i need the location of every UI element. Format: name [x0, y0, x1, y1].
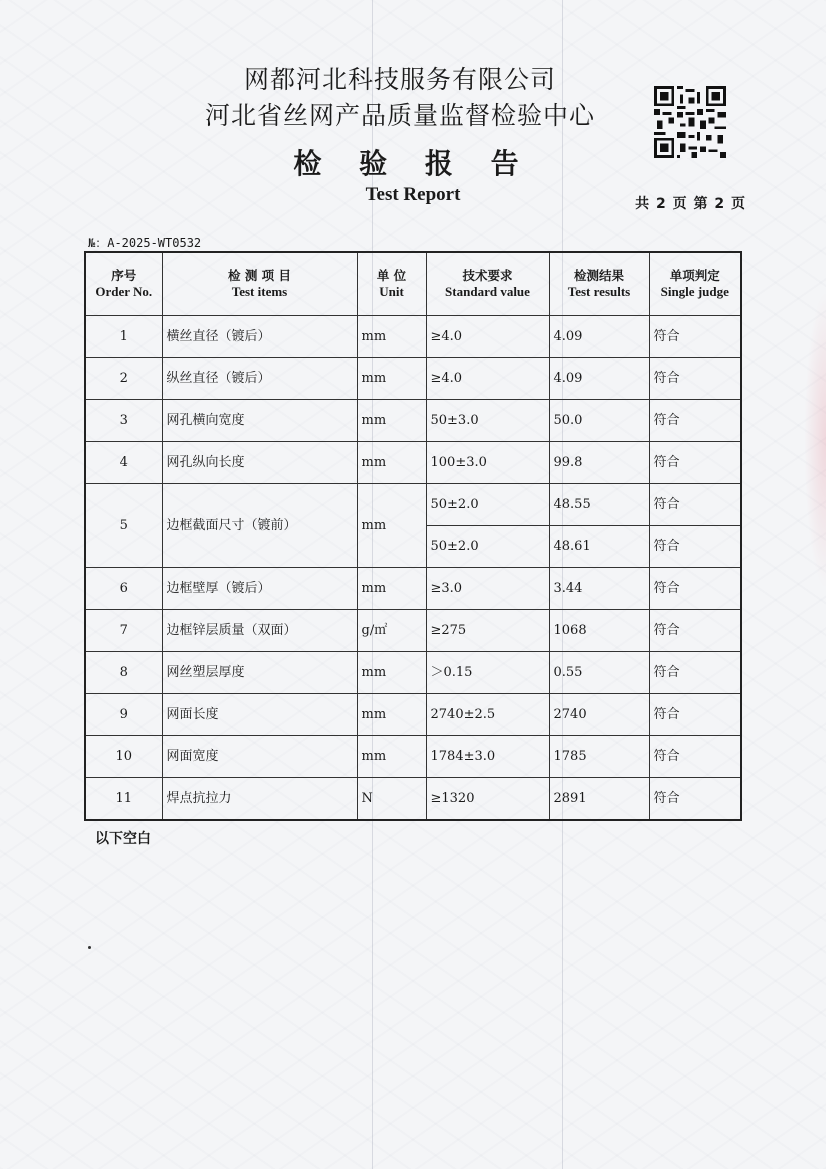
table-row [85, 484, 741, 526]
table-row [85, 652, 741, 694]
header-order-no: 序号 Order No. [85, 252, 162, 316]
order-no-cell: 4 [85, 442, 162, 484]
unit-cell: mm [357, 484, 426, 568]
table-row [85, 610, 741, 652]
test-result-cell: 4.09 [549, 316, 649, 358]
judge-cell: 符合 [649, 442, 741, 484]
test-item-cell: 焊点抗拉力 [162, 778, 357, 821]
table-row [85, 442, 741, 484]
order-no-cell: 1 [85, 316, 162, 358]
table-row [85, 400, 741, 442]
standard-value-cell: 50±2.0 [426, 484, 549, 526]
standard-value-cell: ≥3.0 [426, 568, 549, 610]
table-row [85, 358, 741, 400]
qr-code-icon [654, 86, 726, 158]
header-unit: 单 位 Unit [357, 252, 426, 316]
standard-value-cell: 100±3.0 [426, 442, 549, 484]
standard-value-cell: ＞0.15 [426, 652, 549, 694]
blank-below-note: 以下空白 [95, 831, 151, 847]
seal-stamp-edge [804, 290, 826, 590]
ink-dot [88, 946, 91, 949]
test-result-cell: 99.8 [549, 442, 649, 484]
order-no-cell: 3 [85, 400, 162, 442]
order-no-cell: 10 [85, 736, 162, 778]
test-item-cell: 横丝直径（镀后） [162, 316, 357, 358]
table-row [85, 736, 741, 778]
judge-cell: 符合 [649, 358, 741, 400]
judge-cell: 符合 [649, 694, 741, 736]
judge-cell: 符合 [649, 736, 741, 778]
judge-cell: 符合 [649, 526, 741, 568]
unit-cell: mm [357, 316, 426, 358]
judge-cell: 符合 [649, 568, 741, 610]
unit-cell: mm [357, 568, 426, 610]
test-item-cell: 边框截面尺寸（镀前） [162, 484, 357, 568]
report-title-chinese: 检 验 报 告 [293, 147, 533, 180]
test-result-cell: 4.09 [549, 358, 649, 400]
judge-cell: 符合 [649, 316, 741, 358]
table-row [85, 694, 741, 736]
order-no-cell: 11 [85, 778, 162, 821]
table-row [85, 568, 741, 610]
test-result-cell: 48.61 [549, 526, 649, 568]
standard-value-cell: ≥275 [426, 610, 549, 652]
order-no-cell: 9 [85, 694, 162, 736]
order-no-cell: 5 [85, 484, 162, 568]
test-results-table [84, 251, 742, 821]
standard-value-cell: ≥4.0 [426, 316, 549, 358]
header-test-results: 检测结果 Test results [549, 252, 649, 316]
unit-cell: mm [357, 358, 426, 400]
standard-value-cell: 50±2.0 [426, 526, 549, 568]
test-item-cell: 边框壁厚（镀后） [162, 568, 357, 610]
header-standard-value: 技术要求 Standard value [426, 252, 549, 316]
order-no-cell: 8 [85, 652, 162, 694]
test-result-cell: 2891 [549, 778, 649, 821]
test-item-cell: 网丝塑层厚度 [162, 652, 357, 694]
test-item-cell: 网孔横向宽度 [162, 400, 357, 442]
header-test-items: 检 测 项 目 Test items [162, 252, 357, 316]
report-title-english: Test Report [365, 184, 461, 205]
report-number: №：A-2025-WT0532 [88, 236, 202, 250]
judge-cell: 符合 [649, 400, 741, 442]
test-item-cell: 网面宽度 [162, 736, 357, 778]
unit-cell: mm [357, 694, 426, 736]
standard-value-cell: 1784±3.0 [426, 736, 549, 778]
test-result-cell: 1785 [549, 736, 649, 778]
test-result-cell: 0.55 [549, 652, 649, 694]
standard-value-cell: ≥1320 [426, 778, 549, 821]
order-no-cell: 7 [85, 610, 162, 652]
test-result-cell: 50.0 [549, 400, 649, 442]
unit-cell: mm [357, 400, 426, 442]
judge-cell: 符合 [649, 484, 741, 526]
test-item-cell: 边框锌层质量（双面） [162, 610, 357, 652]
judge-cell: 符合 [649, 610, 741, 652]
order-no-cell: 6 [85, 568, 162, 610]
organization-name: 网都河北科技服务有限公司 [243, 65, 556, 94]
test-item-cell: 纵丝直径（镀后） [162, 358, 357, 400]
test-result-cell: 1068 [549, 610, 649, 652]
test-item-cell: 网孔纵向长度 [162, 442, 357, 484]
standard-value-cell: 50±3.0 [426, 400, 549, 442]
unit-cell: N [357, 778, 426, 821]
unit-cell: mm [357, 736, 426, 778]
unit-cell: g/㎡ [357, 610, 426, 652]
test-result-cell: 48.55 [549, 484, 649, 526]
standard-value-cell: ≥4.0 [426, 358, 549, 400]
unit-cell: mm [357, 652, 426, 694]
table-row [85, 316, 741, 358]
test-result-cell: 2740 [549, 694, 649, 736]
table-header-row [85, 252, 741, 316]
unit-cell: mm [357, 442, 426, 484]
judge-cell: 符合 [649, 778, 741, 821]
order-no-cell: 2 [85, 358, 162, 400]
page-indicator: 共 2 页 第 2 页 [635, 196, 746, 212]
test-item-cell: 网面长度 [162, 694, 357, 736]
standard-value-cell: 2740±2.5 [426, 694, 549, 736]
judge-cell: 符合 [649, 652, 741, 694]
test-result-cell: 3.44 [549, 568, 649, 610]
table-row [85, 778, 741, 821]
header-single-judge: 单项判定 Single judge [649, 252, 741, 316]
inspection-center-name: 河北省丝网产品质量监督检验中心 [204, 101, 595, 130]
